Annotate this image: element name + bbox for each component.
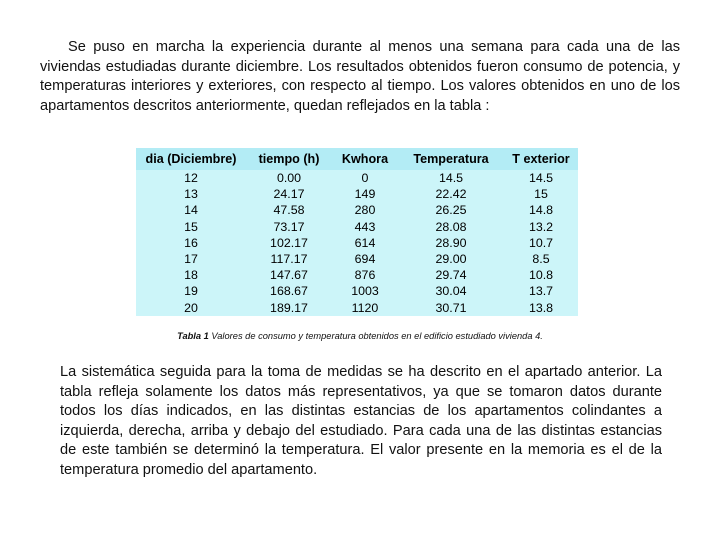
- header-kwhora: Kwhora: [332, 148, 398, 170]
- table-cell: 15: [184, 219, 198, 234]
- caption-text: Valores de consumo y temperatura obtenidos en el edificio estudiado vivienda 4.: [208, 331, 543, 341]
- table-cell: 12: [184, 171, 198, 186]
- table-row: [136, 219, 578, 235]
- table-cell: 17: [184, 252, 198, 267]
- table-cell: 47.58: [273, 203, 305, 218]
- table-cell: 28.08: [435, 219, 467, 234]
- table-row: [136, 235, 578, 251]
- table-cell: 13.2: [528, 219, 554, 234]
- table-cell: 29.74: [435, 268, 467, 283]
- table-cell: 28.90: [435, 235, 467, 250]
- data-table-container: [136, 148, 578, 316]
- table-cell: 1003: [351, 284, 379, 299]
- table-cell: 22.42: [435, 187, 467, 202]
- table-cell: 16: [184, 235, 198, 250]
- table-row: [136, 202, 578, 218]
- table-cell: 168.67: [270, 284, 308, 299]
- table-cell: 24.17: [273, 187, 305, 202]
- table-cell: 280: [354, 203, 376, 218]
- table-body: [136, 170, 578, 316]
- table-cell: 13: [184, 187, 198, 202]
- table-caption: [0, 331, 720, 341]
- table-cell: 117.17: [270, 252, 308, 267]
- table-cell: 14.8: [528, 203, 554, 218]
- data-table: [136, 148, 578, 316]
- header-t-exterior: T exterior: [504, 148, 578, 170]
- table-cell: 73.17: [273, 219, 305, 234]
- table-row: [136, 186, 578, 202]
- table-cell: 14.5: [528, 171, 554, 186]
- table-row: [136, 283, 578, 299]
- table-cell: 13.7: [528, 284, 554, 299]
- table-row: [136, 170, 578, 186]
- table-cell: 14: [184, 203, 198, 218]
- table-cell: 0: [361, 171, 369, 186]
- table-cell: 14.5: [438, 171, 464, 186]
- table-row: [136, 251, 578, 267]
- table-cell: 26.25: [435, 203, 467, 218]
- header-tiempo: tiempo (h): [246, 148, 332, 170]
- table-cell: 102.17: [270, 235, 308, 250]
- table-cell: 189.17: [270, 300, 308, 315]
- table-cell: 15: [534, 187, 548, 202]
- table-cell: 876: [354, 268, 376, 283]
- header-temperatura: Temperatura: [398, 148, 504, 170]
- table-cell: 20: [184, 300, 198, 315]
- table-cell: 149: [354, 187, 376, 202]
- caption-label: Tabla 1: [177, 331, 209, 341]
- table-cell: 18: [184, 268, 198, 283]
- table-cell: 10.8: [528, 268, 554, 283]
- table-cell: 13.8: [528, 300, 554, 315]
- table-cell: 30.71: [435, 300, 467, 315]
- table-cell: 8.5: [532, 252, 550, 267]
- table-cell: 443: [354, 219, 376, 234]
- intro-paragraph: Se puso en marcha la experiencia durante al menos una semana para cada una de las viviendas estudiadas durante diciembre. Los resultados obtenidos fueron consumo de potencia, y temperaturas interiores y exteriores, con respecto al tiempo. Los valores obtenidos en uno de los apartamentos descritos anteriormente, quedan reflejados en la tabla :: [40, 39, 680, 114]
- table-cell: 0.00: [276, 171, 302, 186]
- table-header-row: [136, 148, 578, 170]
- table-cell: 1120: [351, 300, 379, 315]
- table-cell: 19: [184, 284, 198, 299]
- table-cell: 10.7: [528, 235, 554, 250]
- table-cell: 694: [354, 252, 376, 267]
- table-cell: 30.04: [435, 284, 467, 299]
- header-dia: dia (Diciembre): [136, 148, 246, 170]
- table-row: [136, 300, 578, 316]
- table-cell: 147.67: [270, 268, 308, 283]
- table-row: [136, 267, 578, 283]
- second-paragraph: La sistemática seguida para la toma de medidas se ha descrito en el apartado anterior. La tabla refleja solamente los datos más representativos, ya que se tomaron datos durante todos los días indicados, en las distintas estancias de los apartamentos colindantes a izquierda, derecha, arriba y debajo del estudiado. Para cada una de las distintas estancias de este también se determinó la temperatura. El valor presente en la memoria es el de la temperatura promedio del apartamento.: [60, 364, 662, 478]
- table-cell: 29.00: [435, 252, 467, 267]
- table-cell: 614: [354, 235, 376, 250]
